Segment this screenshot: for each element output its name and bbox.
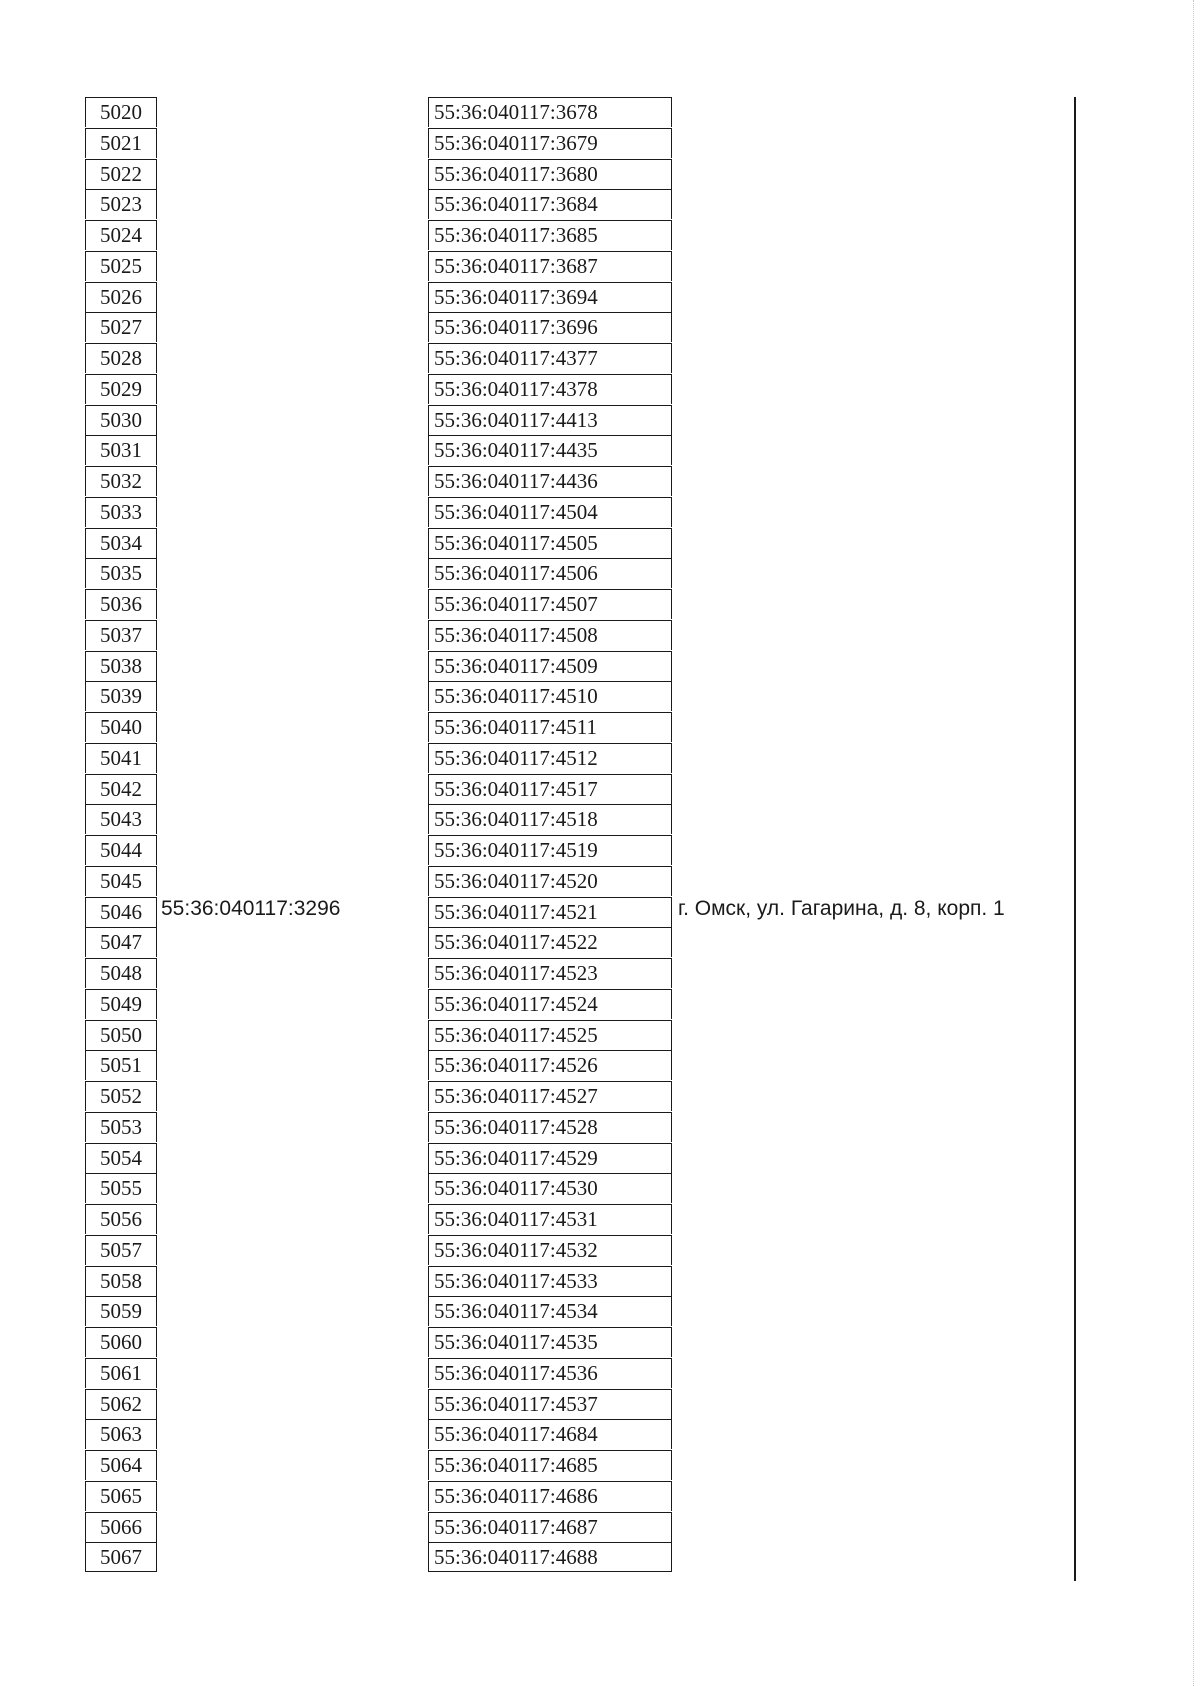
row-number-cell: 5024 <box>85 220 157 250</box>
row-number-cell: 5047 <box>85 927 157 957</box>
cadastral-number-cell: 55:36:040117:4435 <box>428 435 672 465</box>
table-row <box>0 743 1200 773</box>
table-row <box>0 1173 1200 1203</box>
cadastral-number-cell: 55:36:040117:4378 <box>428 374 672 404</box>
row-number-cell: 5059 <box>85 1296 157 1326</box>
cadastral-number-cell: 55:36:040117:3687 <box>428 251 672 281</box>
row-number-cell: 5044 <box>85 835 157 865</box>
cadastral-number-cell: 55:36:040117:4535 <box>428 1327 672 1357</box>
row-number-cell: 5050 <box>85 1020 157 1050</box>
table-row <box>0 97 1200 127</box>
row-number-cell: 5064 <box>85 1450 157 1480</box>
row-number-cell: 5049 <box>85 989 157 1019</box>
row-number-cell: 5052 <box>85 1081 157 1111</box>
row-number-cell: 5031 <box>85 435 157 465</box>
cadastral-number-cell: 55:36:040117:4509 <box>428 651 672 681</box>
table-row <box>0 282 1200 312</box>
row-number-cell: 5056 <box>85 1204 157 1234</box>
row-number-cell: 5035 <box>85 558 157 588</box>
cadastral-number-cell: 55:36:040117:4529 <box>428 1143 672 1173</box>
cadastral-number-cell: 55:36:040117:4520 <box>428 866 672 896</box>
cadastral-number-cell: 55:36:040117:3679 <box>428 128 672 158</box>
table-row <box>0 651 1200 681</box>
cadastral-number-cell: 55:36:040117:4413 <box>428 405 672 435</box>
row-number-cell: 5027 <box>85 312 157 342</box>
cadastral-number-cell: 55:36:040117:4505 <box>428 528 672 558</box>
table-row <box>0 251 1200 281</box>
table-row <box>0 1358 1200 1388</box>
cadastral-number-cell: 55:36:040117:3684 <box>428 189 672 219</box>
table-row <box>0 866 1200 896</box>
table-row <box>0 1112 1200 1142</box>
cadastral-number-cell: 55:36:040117:4508 <box>428 620 672 650</box>
table-row <box>0 681 1200 711</box>
cadastral-number-cell: 55:36:040117:4530 <box>428 1173 672 1203</box>
table-row <box>0 558 1200 588</box>
cadastral-number-cell: 55:36:040117:3696 <box>428 312 672 342</box>
scan-edge <box>1193 0 1194 1686</box>
cadastral-number-cell: 55:36:040117:4436 <box>428 466 672 496</box>
row-number-cell: 5046 <box>85 897 157 927</box>
cadastral-number-cell: 55:36:040117:4528 <box>428 1112 672 1142</box>
row-number-cell: 5025 <box>85 251 157 281</box>
table-row <box>0 497 1200 527</box>
row-number-cell: 5066 <box>85 1512 157 1542</box>
row-number-cell: 5039 <box>85 681 157 711</box>
row-number-cell: 5026 <box>85 282 157 312</box>
cadastral-number-cell: 55:36:040117:4519 <box>428 835 672 865</box>
cadastral-number-cell: 55:36:040117:4522 <box>428 927 672 957</box>
cadastral-number-cell: 55:36:040117:4688 <box>428 1542 672 1572</box>
table-row <box>0 712 1200 742</box>
row-number-cell: 5041 <box>85 743 157 773</box>
cadastral-number-cell: 55:36:040117:4687 <box>428 1512 672 1542</box>
table-row <box>0 1266 1200 1296</box>
cadastral-number-cell: 55:36:040117:4524 <box>428 989 672 1019</box>
cadastral-number-cell: 55:36:040117:3678 <box>428 97 672 127</box>
table-row <box>0 989 1200 1019</box>
row-number-cell: 5040 <box>85 712 157 742</box>
row-number-cell: 5030 <box>85 405 157 435</box>
cadastral-number-cell: 55:36:040117:4531 <box>428 1204 672 1234</box>
row-number-cell: 5065 <box>85 1481 157 1511</box>
cadastral-number-cell: 55:36:040117:3685 <box>428 220 672 250</box>
cadastral-number-cell: 55:36:040117:4510 <box>428 681 672 711</box>
row-number-cell: 5021 <box>85 128 157 158</box>
cadastral-number-cell: 55:36:040117:4506 <box>428 558 672 588</box>
cadastral-number-cell: 55:36:040117:4526 <box>428 1050 672 1080</box>
cadastral-number-cell: 55:36:040117:4534 <box>428 1296 672 1326</box>
row-number-cell: 5058 <box>85 1266 157 1296</box>
table-row <box>0 128 1200 158</box>
table-row <box>0 405 1200 435</box>
cadastral-number-cell: 55:36:040117:4517 <box>428 774 672 804</box>
cadastral-number-cell: 55:36:040117:4685 <box>428 1450 672 1480</box>
row-number-cell: 5043 <box>85 804 157 834</box>
row-number-cell: 5029 <box>85 374 157 404</box>
table-row <box>0 312 1200 342</box>
table-row <box>0 343 1200 373</box>
row-number-cell: 5020 <box>85 97 157 127</box>
table-row <box>0 1296 1200 1326</box>
table-row <box>0 1542 1200 1572</box>
row-number-cell: 5042 <box>85 774 157 804</box>
table-row <box>0 159 1200 189</box>
cadastral-number-cell: 55:36:040117:4511 <box>428 712 672 742</box>
cadastral-number-cell: 55:36:040117:3680 <box>428 159 672 189</box>
cadastral-number-cell: 55:36:040117:4537 <box>428 1389 672 1419</box>
cadastral-number-cell: 55:36:040117:4507 <box>428 589 672 619</box>
row-number-cell: 5037 <box>85 620 157 650</box>
table-row <box>0 1389 1200 1419</box>
table-row <box>0 435 1200 465</box>
table-row <box>0 620 1200 650</box>
table-row <box>0 1235 1200 1265</box>
table-row <box>0 589 1200 619</box>
table-row <box>0 189 1200 219</box>
cadastral-number-cell: 55:36:040117:4686 <box>428 1481 672 1511</box>
row-number-cell: 5023 <box>85 189 157 219</box>
cadastral-number-cell: 55:36:040117:4512 <box>428 743 672 773</box>
row-number-cell: 5022 <box>85 159 157 189</box>
row-number-cell: 5057 <box>85 1235 157 1265</box>
table-row <box>0 528 1200 558</box>
row-number-cell: 5048 <box>85 958 157 988</box>
table-row <box>0 1512 1200 1542</box>
table-row <box>0 1081 1200 1111</box>
table-row <box>0 835 1200 865</box>
cadastral-number-cell: 55:36:040117:4525 <box>428 1020 672 1050</box>
object-address: г. Омск, ул. Гагарина, д. 8, корп. 1 <box>678 897 1005 920</box>
cadastral-number-cell: 55:36:040117:4377 <box>428 343 672 373</box>
cadastral-number-cell: 55:36:040117:4518 <box>428 804 672 834</box>
table-row <box>0 466 1200 496</box>
table-row <box>0 1050 1200 1080</box>
cadastral-number-cell: 55:36:040117:4684 <box>428 1419 672 1449</box>
row-number-cell: 5053 <box>85 1112 157 1142</box>
parent-cadastral-number: 55:36:040117:3296 <box>161 897 341 920</box>
cadastral-number-cell: 55:36:040117:4533 <box>428 1266 672 1296</box>
table-row <box>0 1020 1200 1050</box>
cadastral-number-cell: 55:36:040117:4527 <box>428 1081 672 1111</box>
row-number-cell: 5062 <box>85 1389 157 1419</box>
table-row <box>0 1204 1200 1234</box>
cadastral-number-cell: 55:36:040117:4504 <box>428 497 672 527</box>
row-number-cell: 5036 <box>85 589 157 619</box>
row-number-cell: 5055 <box>85 1173 157 1203</box>
row-number-cell: 5063 <box>85 1419 157 1449</box>
row-number-cell: 5051 <box>85 1050 157 1080</box>
row-number-cell: 5038 <box>85 651 157 681</box>
row-number-cell: 5054 <box>85 1143 157 1173</box>
cadastral-number-cell: 55:36:040117:4521 <box>428 897 672 927</box>
row-number-cell: 5032 <box>85 466 157 496</box>
cadastral-number-cell: 55:36:040117:4536 <box>428 1358 672 1388</box>
cadastral-number-cell: 55:36:040117:3694 <box>428 282 672 312</box>
right-border-line <box>1074 97 1076 1581</box>
table-row <box>0 220 1200 250</box>
row-number-cell: 5060 <box>85 1327 157 1357</box>
cadastral-number-cell: 55:36:040117:4523 <box>428 958 672 988</box>
table-row <box>0 958 1200 988</box>
table-row <box>0 1327 1200 1357</box>
table-row <box>0 1419 1200 1449</box>
table-row <box>0 374 1200 404</box>
row-number-cell: 5028 <box>85 343 157 373</box>
row-number-cell: 5033 <box>85 497 157 527</box>
row-number-cell: 5045 <box>85 866 157 896</box>
row-number-cell: 5034 <box>85 528 157 558</box>
cadastral-number-cell: 55:36:040117:4532 <box>428 1235 672 1265</box>
table-row <box>0 1450 1200 1480</box>
table-row <box>0 1481 1200 1511</box>
row-number-cell: 5061 <box>85 1358 157 1388</box>
table-row <box>0 804 1200 834</box>
table-row <box>0 774 1200 804</box>
table-row <box>0 1143 1200 1173</box>
table-row <box>0 927 1200 957</box>
row-number-cell: 5067 <box>85 1542 157 1572</box>
